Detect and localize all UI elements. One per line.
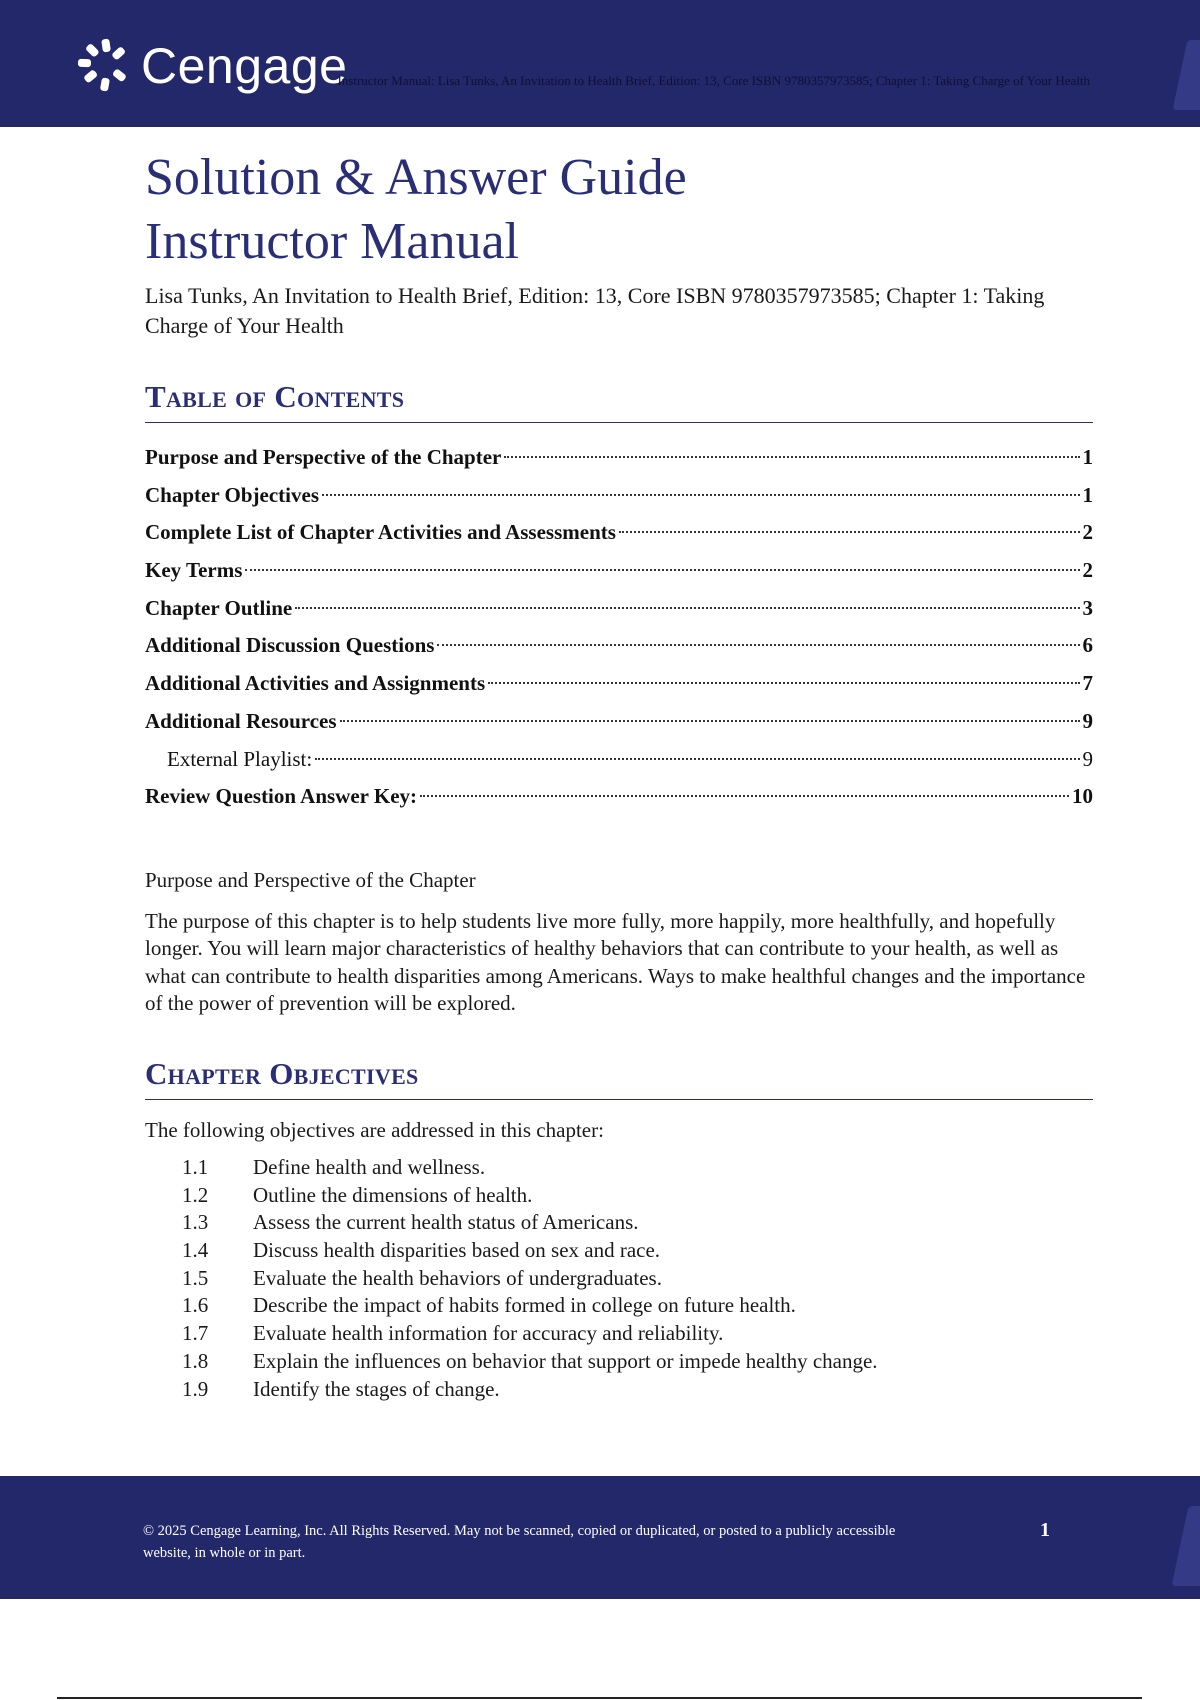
objective-number: 1.7 [182,1321,209,1346]
toc-entry-label: Purpose and Perspective of the Chapter [145,445,502,469]
toc-entry-page: 1 [1082,482,1093,507]
objective-text: Explain the influences on behavior that support or impede healthy change. [253,1348,878,1373]
objective-number: 1.4 [182,1237,209,1262]
bottom-divider [57,1697,1142,1699]
objective-text: Outline the dimensions of health. [253,1182,533,1207]
objective-item [182,1237,1093,1265]
toc-leader-dots [619,531,1080,533]
objective-number: 1.5 [182,1265,209,1290]
objective-text: Identify the stages of change. [253,1376,500,1401]
objective-number: 1.1 [182,1154,209,1179]
page-footer [0,1476,1200,1599]
objective-item [182,1348,1093,1376]
toc-entry-page: 9 [1082,746,1093,771]
toc-leader-dots [504,456,1079,458]
objective-item [182,1320,1093,1348]
toc-entry[interactable] [145,778,1093,816]
toc-entry-page: 9 [1082,708,1093,733]
toc-entry[interactable] [145,552,1093,590]
toc-entry-page: 2 [1082,558,1093,583]
objective-number: 1.6 [182,1293,209,1318]
toc-leader-dots [322,494,1080,496]
toc-entry[interactable] [145,590,1093,628]
toc-entry-label: Key Terms [145,558,243,583]
objectives-heading: Chapter Objectives [145,1056,1093,1100]
toc-entry[interactable] [145,627,1093,665]
page-header [0,0,1200,127]
objective-item [182,1292,1093,1320]
objective-text: Discuss health disparities based on sex and race. [253,1237,661,1262]
table-of-contents [145,439,1093,816]
objective-number: 1.9 [182,1376,209,1401]
toc-heading: Table of Contents [145,379,1093,423]
cengage-logo-icon [75,36,137,96]
objective-item [182,1182,1093,1210]
page-number: 1 [1040,1519,1050,1541]
toc-entry[interactable] [145,477,1093,515]
toc-entry-label: Chapter Outline [145,595,293,620]
toc-entry-page: 3 [1082,595,1093,620]
toc-subentry[interactable] [145,741,1093,779]
objectives-list [182,1154,1093,1403]
toc-entry-label: Complete List of Chapter Activities and Assessments [145,520,616,545]
toc-entry-label: Chapter Objectives [145,482,319,507]
toc-leader-dots [437,644,1079,646]
toc-entry-label: External Playlist: [167,746,313,771]
toc-entry[interactable] [145,665,1093,703]
page-title [145,146,1093,274]
page-subtitle: Lisa Tunks, An Invitation to Health Brief, Edition: 13, Core ISBN 9780357973585; Chapter 1: Taking Charge of Your Health [145,283,1045,338]
footer-decorative-shape [1171,1506,1200,1586]
objective-number: 1.8 [182,1348,209,1373]
logo-wordmark: Cengage [141,38,348,94]
toc-leader-dots [295,607,1079,609]
main-content [145,146,1093,1403]
toc-entry[interactable] [145,514,1093,552]
toc-entry-page: 1 [1082,445,1093,469]
objective-number: 1.3 [182,1210,209,1235]
toc-entry-page: 6 [1082,633,1093,658]
objective-text: Assess the current health status of Americans. [253,1210,639,1235]
objective-text: Evaluate the health behaviors of undergraduates. [253,1265,662,1290]
toc-entry[interactable] [145,703,1093,741]
objectives-intro: The following objectives are addressed in this chapter: [145,1117,604,1142]
purpose-label: Purpose and Perspective of the Chapter [145,867,476,892]
toc-entry-page: 2 [1082,520,1093,545]
objective-item [182,1376,1093,1404]
objective-text: Describe the impact of habits formed in college on future health. [253,1293,796,1318]
objective-item [182,1154,1093,1182]
header-decorative-shape [1173,40,1200,110]
objective-item [182,1209,1093,1237]
objective-text: Evaluate health information for accuracy and reliability. [253,1321,724,1346]
toc-entry-label: Review Question Answer Key: [145,784,418,809]
title-line: Instructor Manual [145,213,520,270]
objective-item [182,1265,1093,1293]
toc-leader-dots [340,720,1080,722]
copyright-notice: © 2025 Cengage Learning, Inc. All Rights Reserved. May not be scanned, copied or duplicated, or posted to a publicly accessible website, in whole or in part. [143,1523,896,1561]
title-line: Solution & Answer Guide [145,149,687,206]
toc-leader-dots [315,758,1079,760]
toc-leader-dots [488,682,1079,684]
toc-entry-page: 10 [1072,784,1093,809]
toc-entry-page: 7 [1082,671,1093,696]
purpose-paragraph: The purpose of this chapter is to help students live more fully, more happily, more healthfully, and hopefully longer. You will learn major characteristics of healthy behaviors that can contribute to your health, as well as what can contribute to health disparities among Americans. Ways to make healthful changes and the importance of the power of prevention will be explored. [145,908,1086,1016]
objective-number: 1.2 [182,1182,209,1207]
toc-entry-label: Additional Activities and Assignments [145,671,486,696]
toc-leader-dots [420,795,1069,797]
toc-entry[interactable] [145,439,1093,477]
objective-text: Define health and wellness. [253,1154,486,1179]
toc-leader-dots [245,569,1079,571]
toc-entry-label: Additional Discussion Questions [145,633,435,658]
header-running-title: Instructor Manual: Lisa Tunks, An Invitation to Health Brief, Edition: 13, Core ISBN 9780357973585; Chapter 1: Taking Charge of Your Health [337,73,1090,88]
toc-entry-label: Additional Resources [145,708,337,733]
